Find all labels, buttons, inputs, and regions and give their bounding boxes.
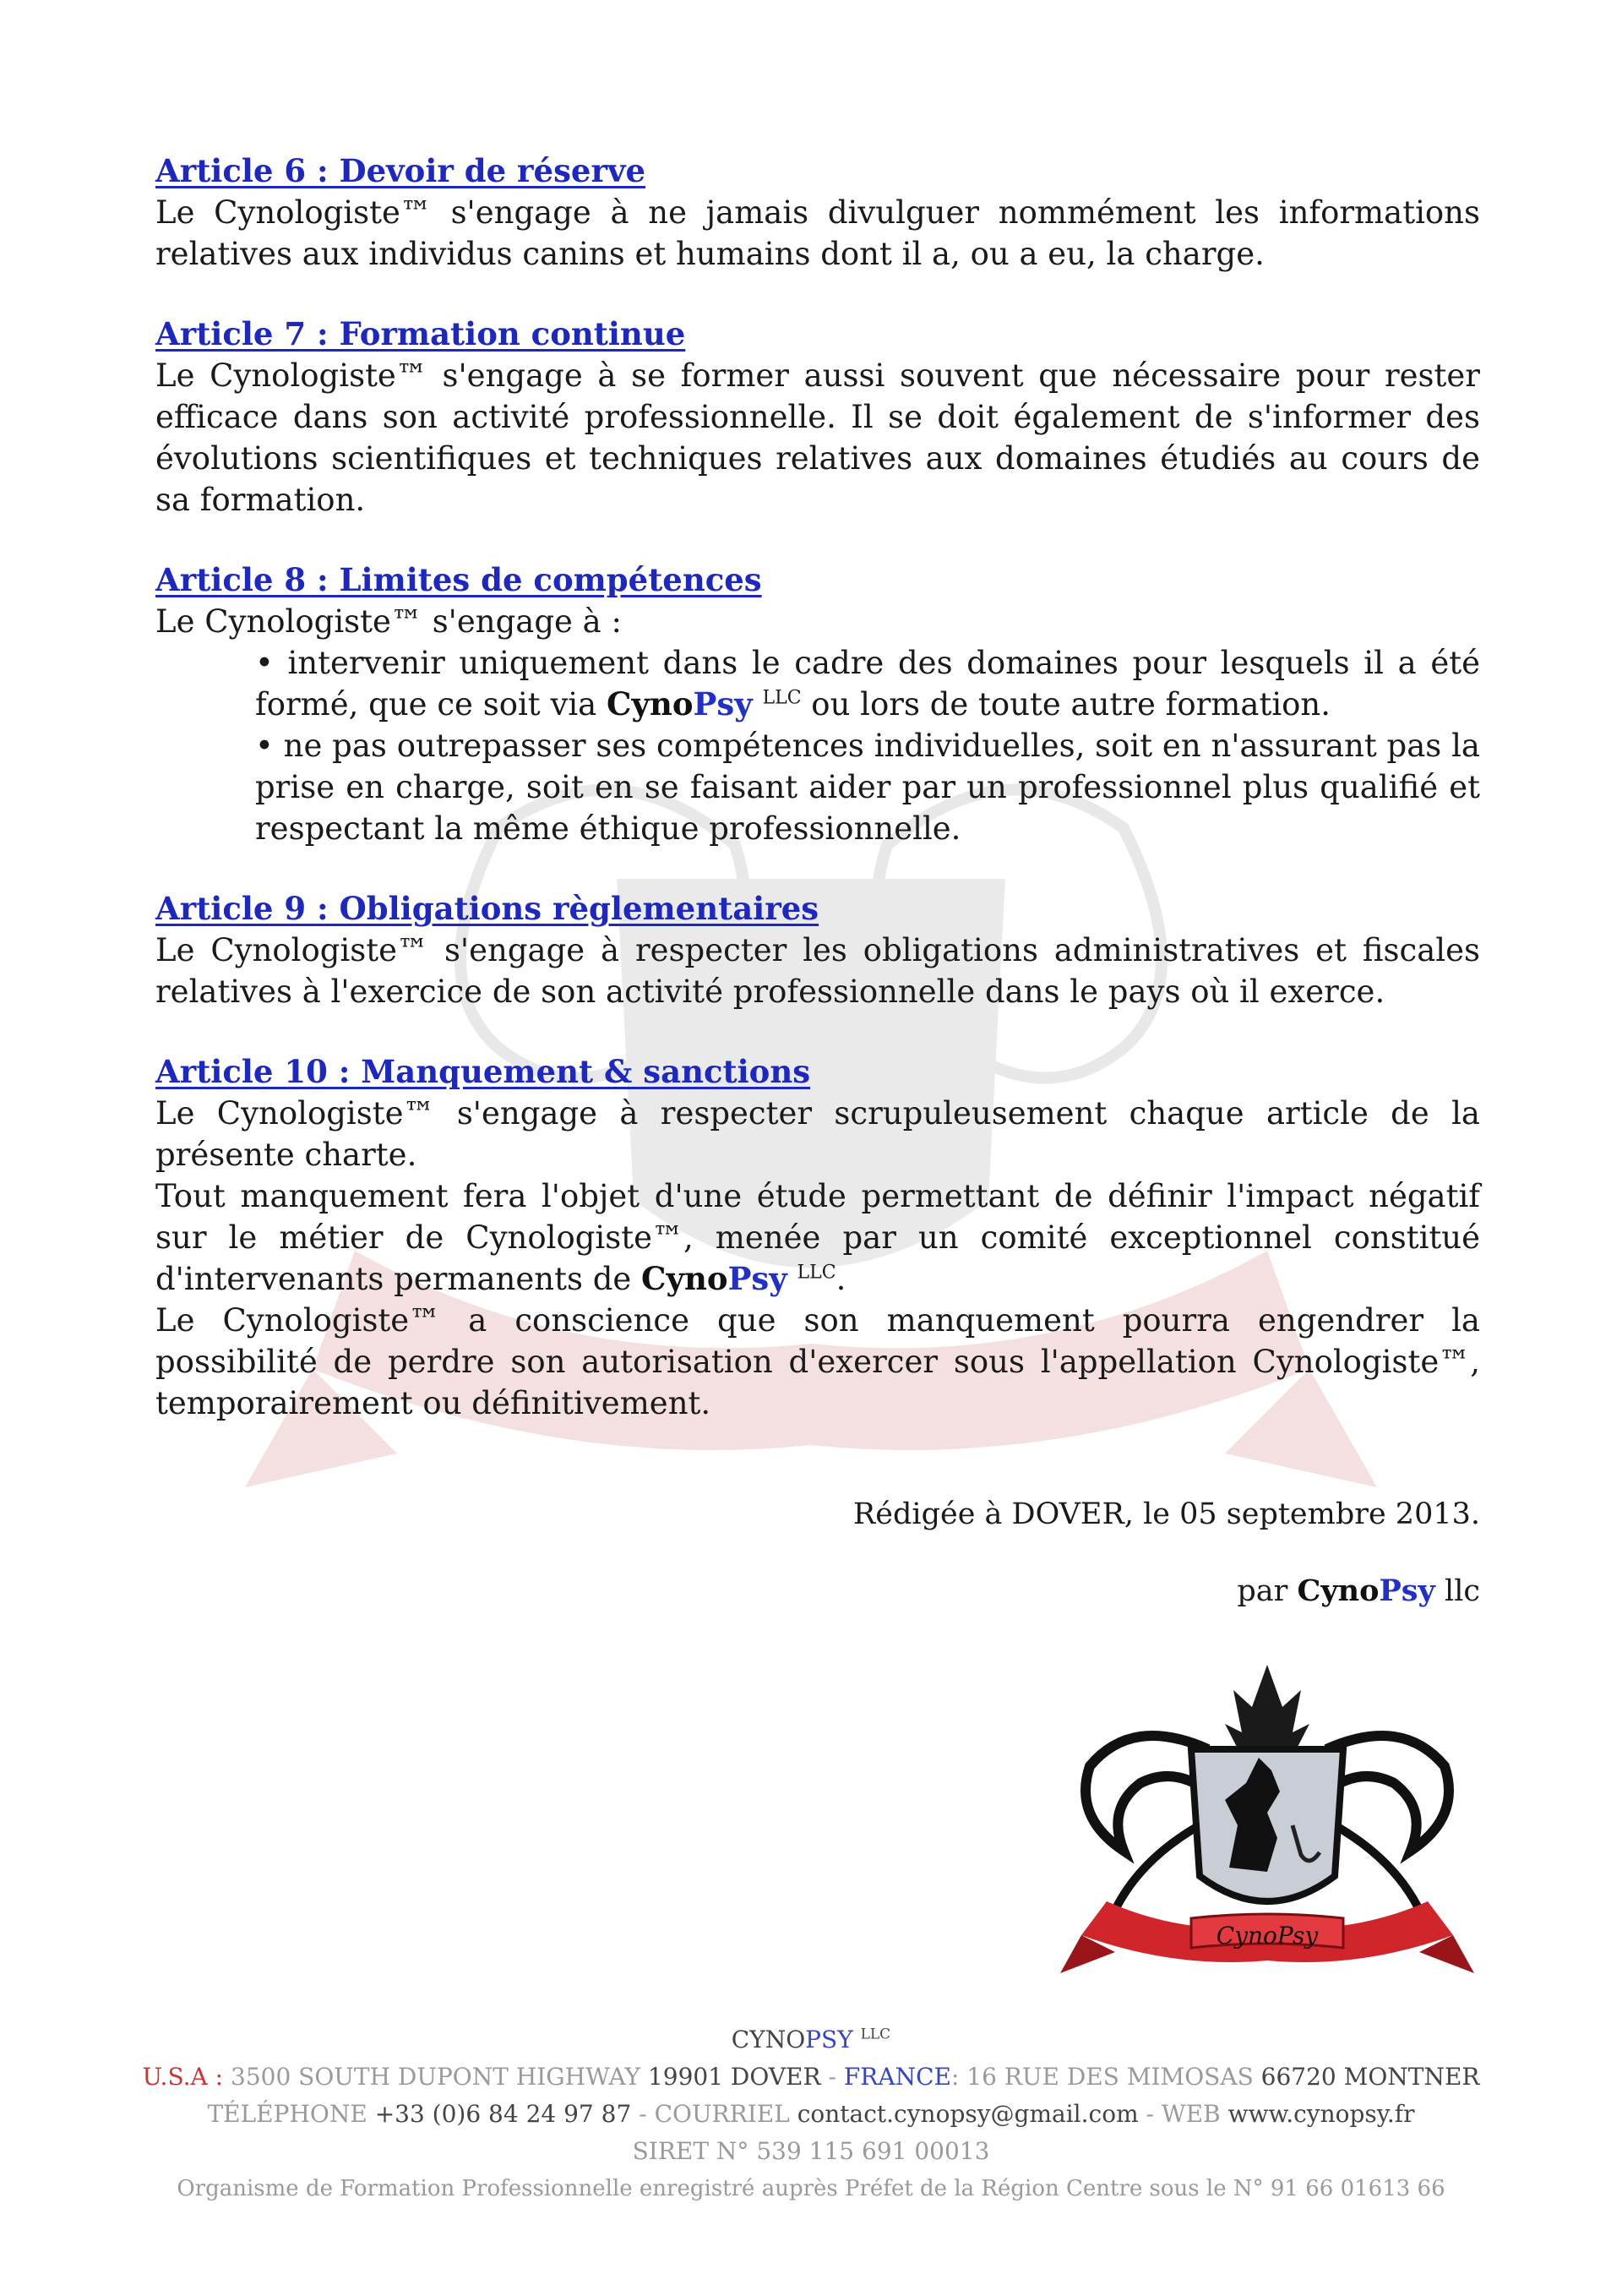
- article-text: Le Cynologiste™ s'engage à respecter les obligations administratives et fiscales relatives à l'exercice de son activité professionnelle dans le pays où il exerce.: [155, 932, 1480, 1010]
- article-title: Article 7 : Formation continue: [155, 315, 686, 352]
- article-6: [155, 150, 1480, 275]
- brand-name: CynoPsy $^{LLC}$: [641, 1260, 836, 1297]
- logo-text: CynoPsy: [1216, 1922, 1319, 1950]
- signature: par CynoPsy llc: [1237, 1573, 1480, 1608]
- bullet-item: [255, 642, 1480, 725]
- article-text: Le Cynologiste™ s'engage à se former aussi souvent que nécessaire pour rester efficace dans son activité professionnelle. Il se doit également de s'informer des évolutions scientifiques et techniques relatives aux domaines étudiés au cours de sa formation.: [155, 357, 1480, 518]
- article-text: Le Cynologiste™ s'engage à respecter scrupuleusement chaque article de la présente charte.: [155, 1095, 1480, 1173]
- bullet-text: ou lors de toute autre formation.: [811, 686, 1331, 723]
- article-10: [155, 1051, 1480, 1424]
- footer-organisme: Organisme de Formation Professionnelle enregistré auprès Préfet de la Région Centre sous le N° 91 66 01613 66: [177, 2176, 1445, 2201]
- charter-articles: [155, 150, 1480, 1463]
- bullet-text: • intervenir uniquement dans le cadre des domaines pour lesquels il a été formé, que ce soit via: [255, 645, 1480, 723]
- article-text: Le Cynologiste™ a conscience que son manquement pourra engendrer la possibilité de perdre son autorisation d'exercer sous l'appellation Cynologiste™, temporairement ou définitivement.: [155, 1302, 1480, 1421]
- footer-company: CYNOPSY $^{LLC}$: [731, 2026, 891, 2053]
- article-intro: Le Cynologiste™ s'engage à :: [155, 603, 622, 640]
- footer-addresses: U.S.A : 3500 SOUTH DUPONT HIGHWAY 19901 DOVER - FRANCE: 16 RUE DES MIMOSAS 66720 MONTNER: [142, 2063, 1480, 2091]
- footer: [0, 2021, 1622, 2207]
- article-text: Le Cynologiste™ s'engage à ne jamais divulguer nommément les informations relatives aux individus canins et humains dont il a, ou a eu, la charge.: [155, 194, 1480, 272]
- article-title: Article 10 : Manquement & sanctions: [155, 1053, 811, 1090]
- article-8: [155, 559, 1480, 849]
- footer-contact: TÉLÉPHONE +33 (0)6 84 24 97 87 - COURRIEL contact.cynopsy@gmail.com - WEB www.cynopsy.fr: [207, 2100, 1415, 2128]
- footer-siret: SIRET N° 539 115 691 00013: [632, 2137, 990, 2165]
- place-date: Rédigée à DOVER, le 05 septembre 2013.: [852, 1497, 1480, 1531]
- brand-name: CynoPsy $^{LLC}$: [607, 685, 802, 723]
- article-title: Article 8 : Limites de compétences: [155, 561, 762, 598]
- bullet-item: • ne pas outrepasser ses compétences individuelles, soit en n'assurant pas la prise en charge, soit en se faisant aider par un professionnel plus qualifié et respectant la même éthique professionnelle.: [255, 728, 1480, 847]
- footer-web-link[interactable]: www.cynopsy.fr: [1227, 2100, 1415, 2128]
- article-title: Article 6 : Devoir de réserve: [155, 152, 645, 189]
- cynopsy-crest-logo: [1056, 1656, 1478, 1977]
- footer-email-link[interactable]: contact.cynopsy@gmail.com: [797, 2100, 1139, 2128]
- article-title: Article 9 : Obligations règlementaires: [155, 890, 819, 927]
- article-text: Tout manquement fera l'objet d'une étude permettant de définir l'impact négatif sur le métier de Cynologiste™, menée par un comité exceptionnel constitué d'intervenants permanents de CynoPsy $^{LLC}$.: [155, 1178, 1480, 1297]
- article-9: [155, 888, 1480, 1012]
- article-7: [155, 314, 1480, 521]
